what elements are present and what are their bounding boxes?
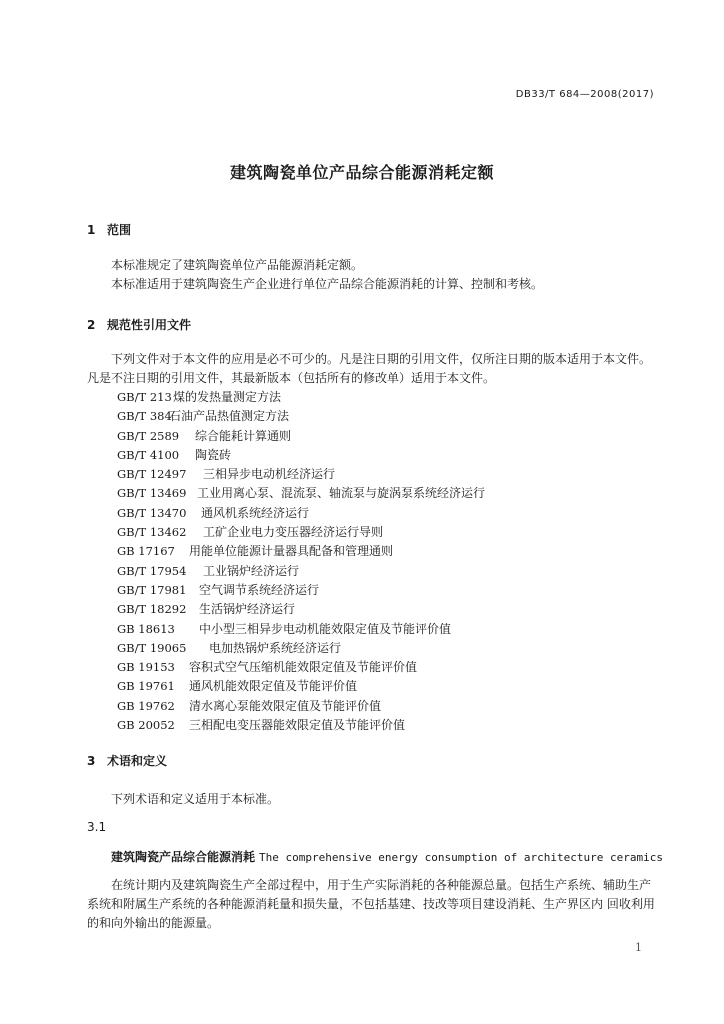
reference-title: 容积式空气压缩机能效限定值及节能评价值 — [189, 660, 418, 675]
section-number: 2 — [87, 318, 96, 332]
reference-code: GB/T 213 — [117, 390, 172, 404]
reference-title: 工业锅炉经济运行 — [203, 563, 300, 578]
reference-code: GB/T 13469 — [117, 486, 187, 501]
reference-code: GB 19762 — [117, 698, 175, 713]
reference-code: GB/T 17954 — [117, 563, 187, 578]
reference-title: 电加热锅炉系统经济运行 — [209, 640, 342, 655]
reference-code: GB 18613 — [117, 621, 175, 636]
reference-title: 用能单位能源计量器具配备和管理通则 — [189, 544, 394, 559]
reference-list — [117, 388, 485, 735]
section-2-heading — [87, 316, 191, 333]
section-1-paragraph-1: 本标准规定了建筑陶瓷单位产品能源消耗定额。 — [111, 258, 364, 272]
section-1-paragraph-2: 本标准适用于建筑陶瓷生产企业进行单位产品综合能源消耗的计算、控制和考核。 — [111, 277, 544, 291]
reference-code: GB/T 12497 — [117, 467, 187, 482]
reference-item — [117, 427, 485, 446]
reference-item — [117, 658, 485, 677]
reference-item — [117, 697, 485, 716]
reference-code: GB/T 4100 — [117, 447, 180, 462]
reference-item — [117, 716, 485, 735]
reference-title: 通风机系统经济运行 — [201, 505, 310, 520]
reference-code: GB/T 19065 — [117, 640, 187, 655]
term-definition: 在统计期内及建筑陶瓷生产全部过程中，用于生产实际消耗的各种能源总量。包括生产系统、辅助生产系统和附属生产系统的各种能源消耗量和损失量，不包括基建、技改等项目建设消耗、生产界区内 回收利用的和向外输出的能源量。 — [87, 878, 655, 930]
reference-title: 工业用离心泵、混流泵、轴流泵与旋涡泵系统经济运行 — [197, 486, 486, 501]
reference-item — [117, 542, 485, 561]
reference-code: GB/T 13470 — [117, 505, 187, 520]
reference-title: 通风机能效限定值及节能评价值 — [189, 679, 358, 694]
reference-code: GB/T 17981 — [117, 582, 187, 597]
section-number: 1 — [87, 223, 96, 237]
reference-item — [117, 639, 485, 658]
section-3-intro: 下列术语和定义适用于本标准。 — [111, 792, 280, 806]
reference-title: 工矿企业电力变压器经济运行导则 — [203, 525, 384, 540]
section-title: 范围 — [107, 223, 132, 237]
reference-item — [117, 407, 485, 426]
reference-code: GB/T 13462 — [117, 525, 187, 540]
reference-item — [117, 504, 485, 523]
reference-title: 石油产品热值测定方法 — [169, 409, 290, 424]
reference-code: GB 20052 — [117, 718, 175, 733]
page-number: 1 — [635, 941, 642, 954]
term-chinese: 建筑陶瓷产品综合能源消耗 — [111, 850, 256, 864]
reference-title: 生活锅炉经济运行 — [199, 602, 296, 617]
reference-item — [117, 562, 485, 581]
reference-item — [117, 484, 485, 503]
reference-item — [117, 446, 485, 465]
section-number: 3 — [87, 754, 96, 768]
section-3-heading — [87, 752, 167, 769]
reference-item — [117, 388, 485, 407]
term-english: The comprehensive energy consumption of architecture ceramics — [259, 851, 663, 864]
section-1-heading — [87, 221, 131, 238]
reference-code: GB 19153 — [117, 660, 175, 675]
reference-title: 煤的发热量测定方法 — [173, 390, 282, 404]
reference-title: 三相异步电动机经济运行 — [203, 467, 336, 482]
reference-item — [117, 465, 485, 484]
section-title: 规范性引用文件 — [107, 318, 192, 332]
reference-item — [117, 581, 485, 600]
document-title: 建筑陶瓷单位产品综合能源消耗定额 — [229, 163, 494, 182]
reference-title: 陶瓷砖 — [195, 447, 232, 462]
reference-item — [117, 523, 485, 542]
reference-item — [117, 677, 485, 696]
reference-code: GB/T 384 — [117, 409, 172, 424]
term-entry — [111, 848, 663, 865]
reference-title: 综合能耗计算通则 — [195, 428, 292, 443]
reference-code: GB 19761 — [117, 679, 175, 694]
section-2-intro: 下列文件对于本文件的应用是必不可少的。凡是注日期的引用文件，仅所注日期的版本适用于本文件。凡是不注日期的引用文件，其最新版本（包括所有的修改单）适用于本文件。 — [87, 352, 652, 385]
reference-item — [117, 600, 485, 619]
standard-code: DB33/T 684—2008(2017) — [515, 89, 654, 100]
reference-item — [117, 620, 485, 639]
reference-code: GB/T 2589 — [117, 428, 180, 443]
subsection-number: 3.1 — [87, 820, 107, 834]
reference-title: 三相配电变压器能效限定值及节能评价值 — [189, 718, 406, 733]
reference-title: 清水离心泵能效限定值及节能评价值 — [189, 698, 382, 713]
reference-title: 中小型三相异步电动机能效限定值及节能评价值 — [199, 621, 452, 636]
reference-title: 空气调节系统经济运行 — [199, 582, 320, 597]
reference-code: GB 17167 — [117, 544, 175, 559]
section-title: 术语和定义 — [107, 754, 168, 768]
reference-code: GB/T 18292 — [117, 602, 187, 617]
